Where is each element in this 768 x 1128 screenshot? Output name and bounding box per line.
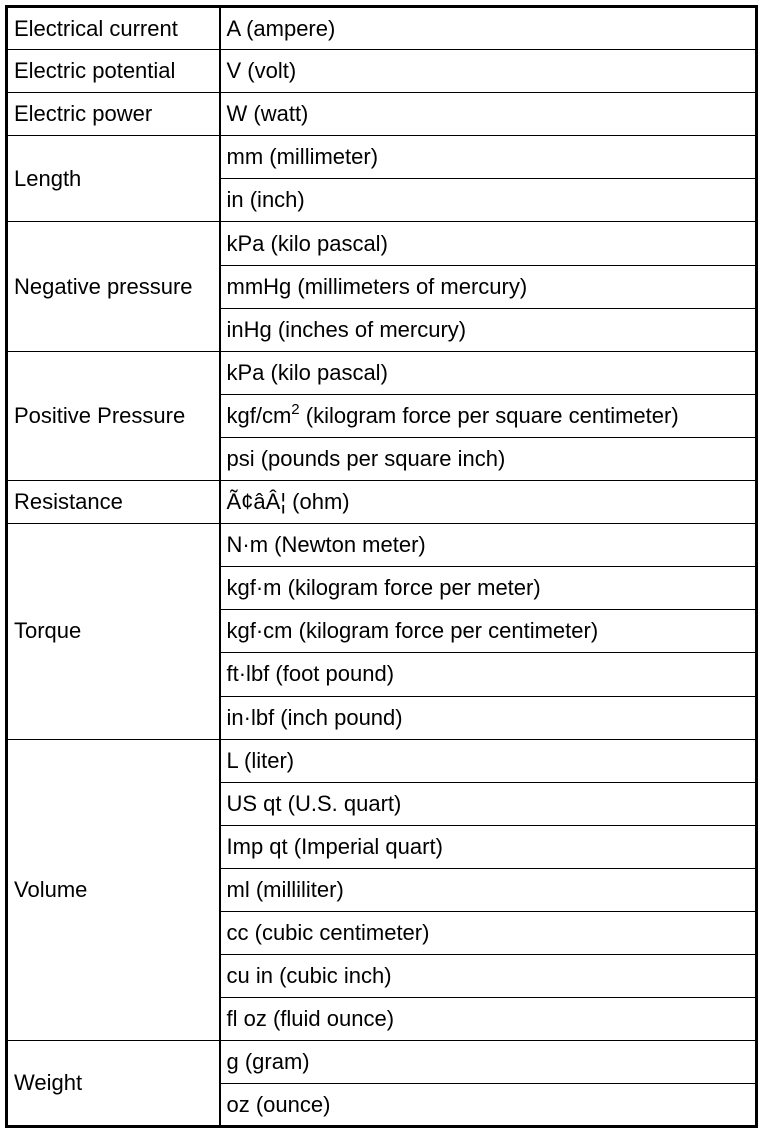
unit-cell [220,868,757,911]
unit-cell [220,911,757,954]
unit-text: L (liter) [226,747,295,773]
table-row [7,481,757,524]
unit-cell [220,653,757,696]
units-table-body [7,7,757,1127]
unit-cell [220,739,757,782]
quantity-cell: Weight [7,1041,220,1127]
unit-text: in (inch) [226,187,305,213]
unit-text: Ã¢âÂ¦ (ohm) [226,489,350,515]
unit-text: kgf/cm [226,402,292,428]
unit-text: fl oz (fluid ounce) [226,1006,395,1032]
table-row [7,739,757,782]
quantity-cell: Electric potential [7,50,220,93]
quantity-cell: Volume [7,739,220,1041]
unit-text: Imp qt (Imperial quart) [226,833,443,859]
quantity-cell: Resistance [7,481,220,524]
unit-text: N·m (Newton meter) [226,532,426,558]
table-row [7,222,757,265]
unit-text: g (gram) [226,1049,310,1075]
unit-text: kgf·m (kilogram force per meter) [226,575,541,601]
unit-cell [220,394,757,437]
unit-text: US qt (U.S. quart) [226,790,402,816]
unit-text: A (ampere) [226,15,336,41]
unit-text: V (volt) [226,58,297,84]
table-row [7,93,757,136]
unit-cell [220,351,757,394]
unit-text: oz (ounce) [226,1091,331,1117]
unit-text: mmHg (millimeters of mercury) [226,273,528,299]
unit-cell [220,825,757,868]
units-table [5,5,758,1128]
unit-cell [220,567,757,610]
quantity-cell: Electrical current [7,7,220,50]
unit-text: ml (milliliter) [226,876,344,902]
unit-cell [220,955,757,998]
quantity-cell: Electric power [7,93,220,136]
table-row [7,351,757,394]
table-row [7,136,757,179]
quantity-cell: Length [7,136,220,222]
unit-text-suffix: (kilogram force per square centimeter) [299,402,679,428]
table-row [7,1041,757,1084]
quantity-cell: Torque [7,524,220,739]
unit-text: ft·lbf (foot pound) [226,661,395,687]
quantity-cell: Positive Pressure [7,351,220,480]
unit-text: inHg (inches of mercury) [226,316,467,342]
unit-text: in·lbf (inch pound) [226,704,403,730]
unit-text: cc (cubic centimeter) [226,920,430,946]
unit-cell [220,782,757,825]
unit-text: psi (pounds per square inch) [226,445,506,471]
unit-cell [220,179,757,222]
quantity-cell: Negative pressure [7,222,220,351]
unit-text: W (watt) [226,101,309,127]
table-row [7,524,757,567]
unit-cell [220,222,757,265]
unit-cell [220,50,757,93]
unit-text: cu in (cubic inch) [226,963,392,989]
unit-cell [220,610,757,653]
unit-cell [220,481,757,524]
unit-cell [220,136,757,179]
unit-cell [220,437,757,480]
unit-text: mm (millimeter) [226,144,379,170]
unit-cell [220,308,757,351]
unit-cell [220,1084,757,1127]
unit-text: kPa (kilo pascal) [226,359,388,385]
unit-cell [220,998,757,1041]
table-row [7,7,757,50]
unit-superscript: 2 [291,400,300,418]
unit-cell [220,1041,757,1084]
unit-cell [220,696,757,739]
unit-cell [220,7,757,50]
unit-cell [220,265,757,308]
unit-cell [220,93,757,136]
table-row [7,50,757,93]
unit-text: kPa (kilo pascal) [226,230,388,256]
unit-text: kgf·cm (kilogram force per centimeter) [226,618,599,644]
unit-cell [220,524,757,567]
